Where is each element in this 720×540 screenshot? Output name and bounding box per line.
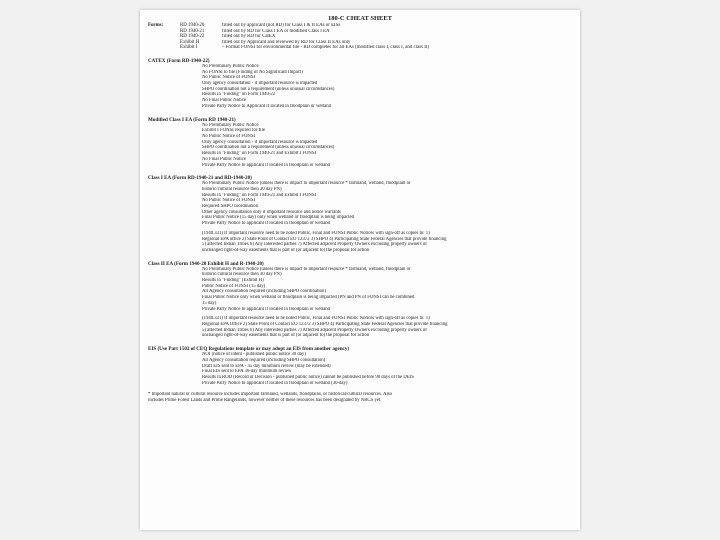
list-item: No Public Notice of FONSI — [202, 75, 256, 81]
list-item: Final EIS sent to EPA 30-day minimum review — [202, 369, 292, 375]
section-items — [202, 123, 572, 169]
form-code: RD 1940-20 — [180, 23, 205, 28]
list-item: Only agency consultation - if important resource is impacted — [202, 81, 318, 87]
list-item: No Preliminary Public Notice — [202, 122, 259, 128]
list-item: Private Party Notice to applicant if located in floodplain or wetland — [202, 221, 330, 227]
form-description: filled out by Applicant and reviewed by RD for Class II EAs only — [222, 39, 351, 45]
document-page — [140, 10, 580, 530]
list-item: Only agency consultation - if important resource is impacted — [202, 139, 318, 145]
form-description: – Format FONSI for environmental file - RD completes for all EAs (modified class I, class I, and class II) — [222, 45, 430, 51]
list-item: No Preliminary Public Notice (unless there is impact to important resource * farmland, wetland, floodplain or — [202, 181, 411, 187]
list-item: Final Public Notice only when wetland or floodplain is being impacted (PN and PN of FONSI can be combined — [202, 295, 415, 301]
note-line: Regional EPA Office 2) State Point of Contact EO 12372 3) SHPO 4) Participating State Federal Agencies that provide financing — [202, 321, 448, 327]
section-title: CATEX (Form RD-1940-22) — [148, 57, 210, 64]
list-item: Public Notice of FONSI (15 day) — [202, 283, 266, 289]
section-items — [202, 352, 572, 386]
sections-container — [148, 58, 572, 386]
list-item: Exhibit I FONSI required for file — [202, 128, 265, 134]
note-line: Regional EPA office 2) State Point of Contact EO 12372 3) SHPO 4) Participating State Federal Agencies that provide financing — [202, 236, 447, 242]
list-item: Results in "Finding" on Form 1940-22 — [202, 92, 276, 98]
note-line: 5) affected Indian Tribes 6) Any interested parties 7) Affected adjacent Property Owners excluding property owners of — [202, 242, 427, 248]
list-item: No Preliminary Public Notice — [202, 63, 259, 69]
list-item: Results in ROD (Record of Decision - published public notice) cannot be published before 90 days of the DEIS — [202, 374, 414, 380]
footnote — [148, 392, 572, 404]
section-note — [202, 231, 572, 254]
list-item: Results in "Finding" (Exhibit H) — [202, 278, 264, 284]
section-items — [202, 181, 572, 227]
note-line: (1940.331) If important resource need to be noted Public, Final and FONSI Public Notices with sign-off as copies to: 1) — [202, 230, 430, 236]
forms-list — [148, 23, 572, 51]
footnote-line: * Important natural or cultural resource includes important farmland, wetlands, floodplains, or historical/cultural resources. Also — [148, 392, 393, 398]
form-description: filled out by applicant (not RD) for Class I & II EAs or EISs — [222, 23, 341, 28]
section-title: Modified Class I EA (Form RD 1940-21) — [148, 116, 236, 123]
list-item: historic/cultural resource then 30 day PN) — [202, 272, 282, 278]
section — [148, 117, 572, 169]
section — [148, 58, 572, 110]
list-item: Draft EIS sent to EPA - 45 day minimum review (may be extended) — [202, 363, 331, 369]
list-item: No Public Notice of FONSI — [202, 198, 256, 204]
list-item: Private Party Notice to Applicant if located in floodplain or wetland — [202, 103, 332, 109]
section — [148, 261, 572, 339]
note-line: unchanged right-of-way easements that is part of (or adjacent to) the proposal for action — [202, 333, 370, 339]
list-item: No FONSI to file (Finding of No Significant Impact) — [202, 69, 303, 75]
list-item: No Final Public Notice — [202, 156, 246, 162]
section-items — [202, 64, 572, 110]
note-line: 5) affected Indian Tribes 6) Any interested parties 7) Affected adjacent Property Owners excluding property owners of — [202, 327, 427, 333]
list-item: NOI (notice of intent - published public notice 30 day) — [202, 352, 306, 358]
form-code: Exhibit I — [180, 45, 198, 51]
list-item: No Public Notice of FONSI — [202, 134, 256, 139]
section — [148, 175, 572, 253]
section-title: EIS (Use Part 1502 of CEQ Regulations template or may adopt an EIS from another agency) — [148, 346, 350, 353]
list-item: Final Public Notice (15 day) only when wetland or floodplain is being impacted — [202, 215, 354, 221]
section-items — [202, 267, 572, 313]
list-item: 15 day) — [202, 300, 217, 306]
form-description: filled out by RD for Class I EA or modified Class I EA — [222, 28, 330, 34]
list-item: Required SHPO coordination — [202, 204, 258, 210]
list-item: No Preliminary Public Notice (unless there is impact to important resource * farmland, wetland, floodplain or — [202, 266, 411, 272]
list-item: SHPO coordination not a requirement (unless unusual circumstances) — [202, 86, 335, 92]
list-item: Private Party Notice to applicant if located in floodplain or wetland (30-day) — [202, 380, 348, 386]
document-content — [148, 15, 572, 404]
list-item: All Agency consultation required (including SHPO coordination) — [202, 289, 327, 295]
note-line: unchanged right-of-way easements that is part of (or adjacent to) the proposal for action — [202, 247, 370, 253]
section-title: Class I EA (Form RD-1940-21 and RD-1940-20) — [148, 175, 252, 182]
list-item: Results in "Finding" on Form 1940-21 and Exhibit I FONSI — [202, 151, 317, 157]
list-item: historic/cultural resource then 30 day PN) — [202, 186, 282, 192]
list-item: Results in "Finding" on Form 1940-21 and Exhibit I FONSI — [202, 192, 317, 198]
forms-label: Forms: — [148, 23, 164, 28]
list-item: Private Party Notice to applicant if located in floodplain or wetland — [202, 162, 330, 168]
list-item: Other agency consultation only if important resource and notice warrants — [202, 209, 341, 215]
note-line: (1940.331) If important resource need to be noted Public, Final and FONSI Public Notices with sign-off as copies to: 1) — [202, 316, 430, 322]
section — [148, 346, 572, 386]
list-item: All Agency consultation required (including SHPO consultation) — [202, 357, 326, 363]
page-title: 180-C CHEAT SHEET — [327, 15, 393, 22]
form-code: Exhibit H — [180, 39, 200, 45]
list-item: SHPO coordination not a requirement (unless unusual circumstances) — [202, 145, 335, 151]
section-note — [202, 316, 572, 339]
form-row — [148, 45, 572, 51]
footnote-line: includes Prime Forest Lands and Prime Rangelands, however neither of these resources has been designated by NRCS yet. — [148, 398, 382, 404]
form-code: RD 1940-22 — [180, 34, 205, 40]
list-item: Private Party Notice to applicant if located in floodplain or wetland — [202, 306, 330, 312]
list-item: No Final Public Notice — [202, 98, 246, 104]
section-title: Class II EA (Form 1940-20 Exhibit H and R-1940-20) — [148, 260, 264, 267]
form-code: RD 1940-21 — [180, 28, 205, 34]
form-description: filled out by RD for CatEX — [222, 34, 276, 40]
